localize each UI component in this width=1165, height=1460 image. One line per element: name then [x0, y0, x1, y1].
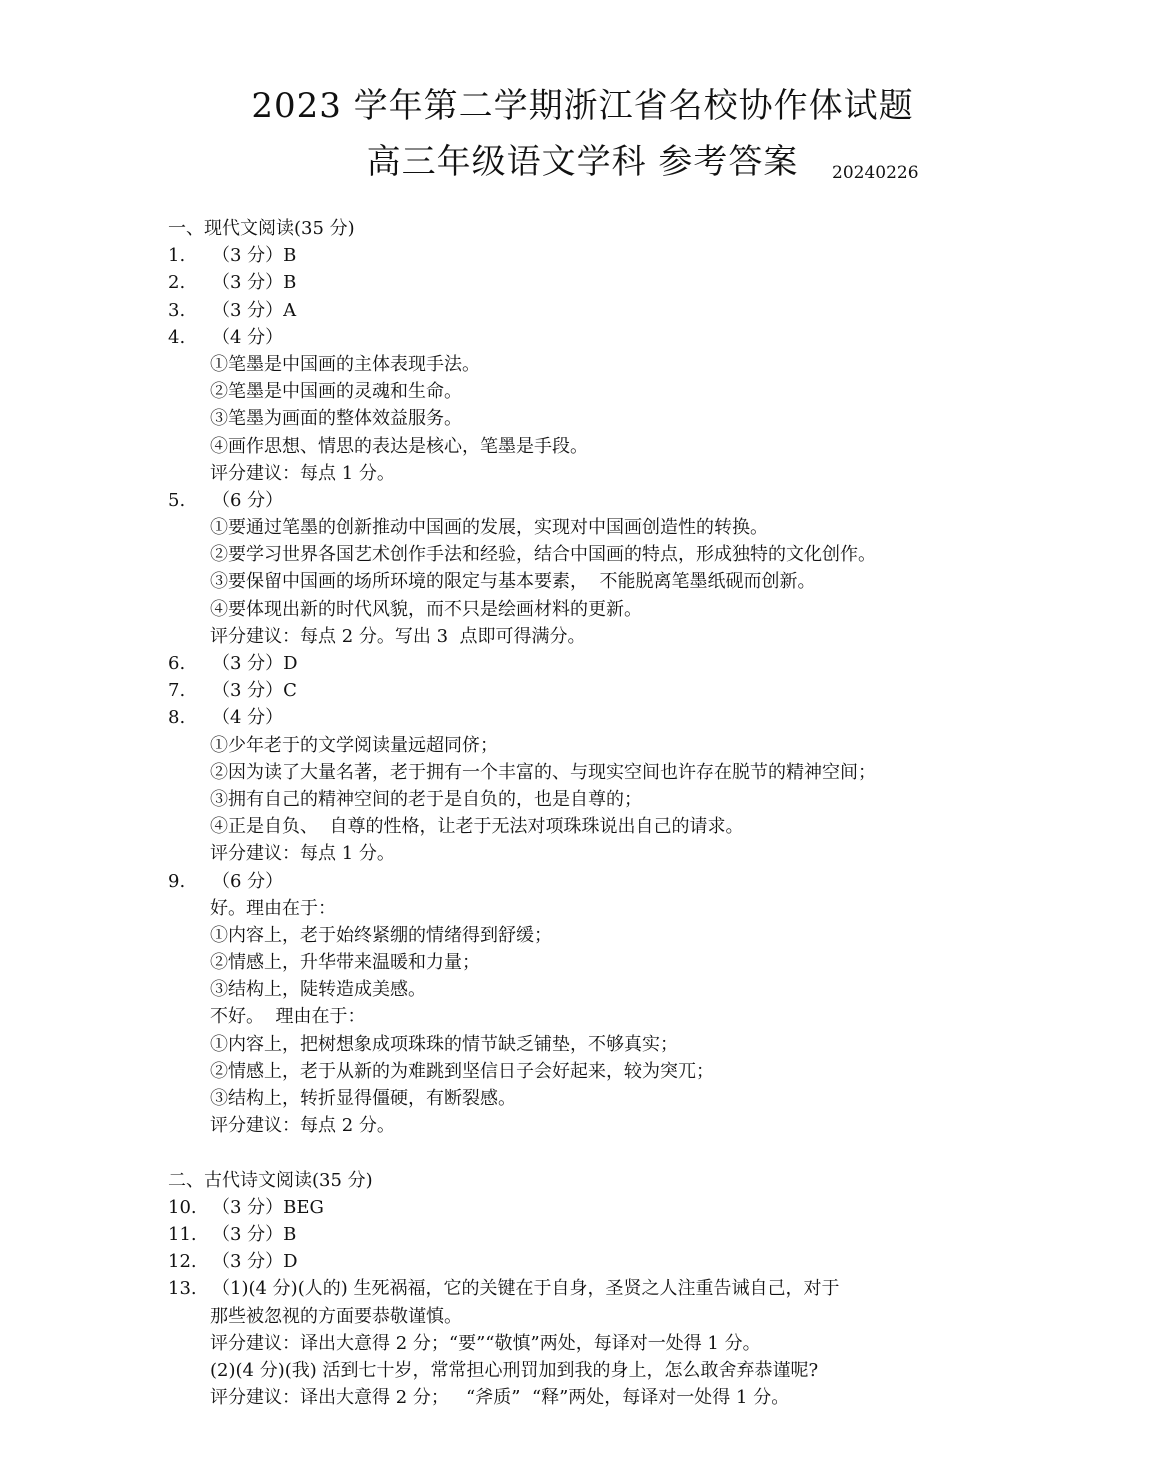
answer-line: ④要体现出新的时代风貌，而不只是绘画材料的更新。 — [210, 598, 642, 620]
answer-text: （4 分） — [212, 326, 284, 348]
question-3 — [168, 297, 1048, 324]
answer-line: 不好。 理由在于： — [210, 1006, 366, 1028]
question-1 — [168, 242, 1048, 269]
question-7 — [168, 677, 1048, 704]
answer-line: ①笔墨是中国画的主体表现手法。 — [210, 353, 480, 375]
question-9 — [168, 868, 1048, 895]
scoring-note: 评分建议：每点 2 分。写出 3 点即可得满分。 — [210, 625, 586, 647]
question-6 — [168, 650, 1048, 677]
answer-line: ④正是自负、 自尊的性格，让老于无法对项珠珠说出自己的请求。 — [210, 816, 744, 838]
question-13 — [168, 1275, 1048, 1302]
question-5 — [168, 487, 1048, 514]
answer-text: （3 分）B — [212, 245, 297, 267]
scoring-note: 评分建议：每点 2 分。 — [210, 1115, 395, 1137]
answer-line: ②情感上，老于从新的为难跳到坚信日子会好起来，较为突兀； — [210, 1060, 714, 1082]
answer-line: 好。理由在于： — [210, 897, 336, 919]
answer-line: ①内容上，把树想象成项珠珠的情节缺乏铺垫，不够真实； — [210, 1033, 678, 1055]
question-number: 9. — [168, 870, 186, 892]
title-line-1: 2023 学年第二学期浙江省名校协作体试题 — [251, 86, 914, 126]
question-number: 12. — [168, 1251, 197, 1273]
section-heading-2: 二、古代诗文阅读(35 分) — [168, 1169, 373, 1191]
answer-line: ③笔墨为画面的整体效益服务。 — [210, 408, 462, 430]
answer-line: ②要学习世界各国艺术创作手法和经验，结合中国画的特点，形成独特的文化创作。 — [210, 544, 876, 566]
answer-line: ③结构上，陡转造成美感。 — [210, 979, 426, 1001]
answer-line: ④画作思想、情思的表达是核心，笔墨是手段。 — [210, 435, 588, 457]
question-number: 6. — [168, 653, 186, 674]
answer-text: （3 分）D — [212, 1251, 298, 1273]
answer-line: ①内容上，老于始终紧绷的情绪得到舒缓； — [210, 924, 552, 946]
question-number: 1. — [168, 245, 186, 267]
answer-line: ③拥有自己的精神空间的老于是自负的，也是自尊的； — [210, 788, 642, 810]
answer-line: ③要保留中国画的场所环境的限定与基本要素， 不能脱离笔墨纸砚而创新。 — [210, 571, 816, 593]
answer-text: （4 分） — [212, 707, 284, 729]
scoring-note: 评分建议：译出大意得 2 分；“要”“敬慎”两处，每译对一处得 1 分。 — [210, 1332, 761, 1354]
title-line-2: 高三年级语文学科 参考答案 — [366, 142, 799, 182]
answer-text: （1)(4 分)(人的) 生死祸福，它的关键在于自身，圣贤之人注重告诫自己，对于 — [212, 1278, 840, 1300]
answer-line: ①少年老于的文学阅读量远超同侪； — [210, 734, 498, 756]
question-2 — [168, 269, 1048, 296]
question-8 — [168, 704, 1048, 731]
question-number: 13. — [168, 1278, 197, 1300]
answer-text: （6 分） — [212, 489, 284, 511]
section-heading-1: 一、现代文阅读(35 分) — [168, 218, 355, 239]
answer-content — [168, 215, 1048, 1411]
scoring-note: 评分建议：每点 1 分。 — [210, 843, 395, 865]
answer-line: ②笔墨是中国画的灵魂和生命。 — [210, 381, 462, 403]
answer-text: （3 分）A — [212, 299, 297, 321]
section-spacer — [168, 1139, 1048, 1166]
answer-line: ③结构上，转折显得僵硬，有断裂感。 — [210, 1088, 516, 1109]
question-number: 5. — [168, 489, 186, 511]
scoring-note: 评分建议：译出大意得 2 分； “斧质” “释”两处，每译对一处得 1 分。 — [210, 1387, 790, 1409]
answer-line: 那些被忽视的方面要恭敬谨慎。 — [210, 1305, 462, 1327]
answer-line: (2)(4 分)(我) 活到七十岁，常常担心刑罚加到我的身上，怎么敢舍弃恭谨呢? — [210, 1359, 819, 1381]
answer-line: ①要通过笔墨的创新推动中国画的发展，实现对中国画创造性的转换。 — [210, 517, 768, 539]
answer-text: （6 分） — [212, 870, 284, 892]
question-number: 7. — [168, 680, 186, 702]
question-number: 3. — [168, 299, 186, 321]
answer-line: ②因为读了大量名著，老于拥有一个丰富的、与现实空间也许存在脱节的精神空间； — [210, 761, 876, 783]
question-10 — [168, 1194, 1048, 1221]
answer-text: （3 分）B — [212, 1223, 297, 1245]
question-number: 8. — [168, 707, 186, 729]
answer-text: （3 分）C — [212, 680, 297, 702]
question-number: 10. — [168, 1196, 197, 1218]
question-11 — [168, 1221, 1048, 1248]
document-date: 20240226 — [832, 163, 919, 183]
scoring-note: 评分建议：每点 1 分。 — [210, 462, 395, 484]
question-number: 4. — [168, 326, 186, 348]
question-number: 2. — [168, 272, 186, 294]
answer-text: （3 分）B — [212, 272, 297, 294]
question-4 — [168, 324, 1048, 351]
question-12 — [168, 1248, 1048, 1275]
answer-text: （3 分）BEG — [212, 1196, 324, 1218]
answer-line: ②情感上，升华带来温暖和力量； — [210, 952, 480, 974]
question-number: 11. — [168, 1223, 197, 1245]
answer-text: （3 分）D — [212, 653, 298, 674]
